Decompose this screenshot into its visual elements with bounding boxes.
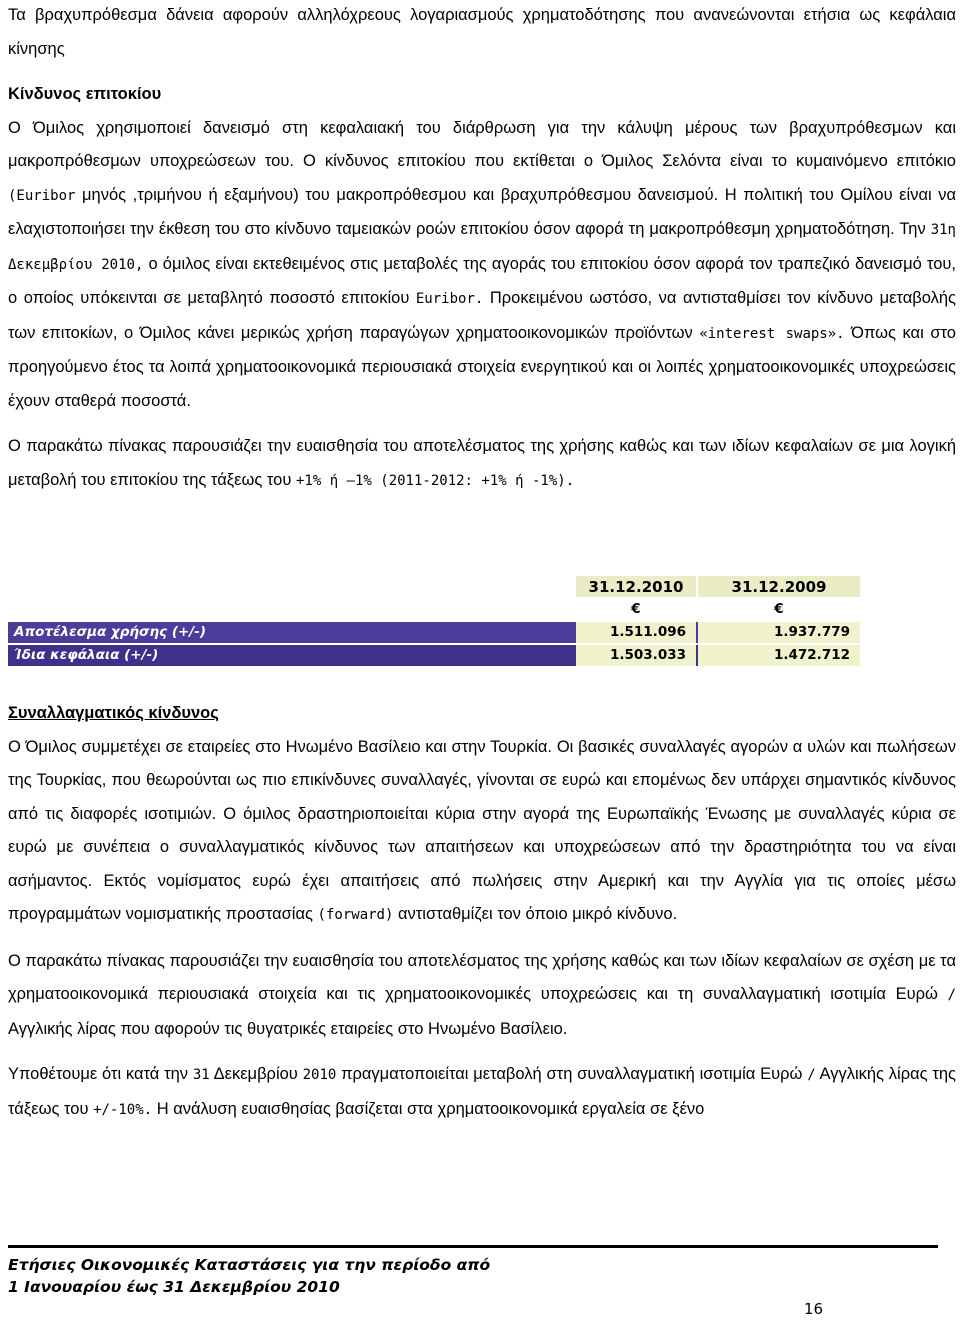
footer-title-line-1: Ετήσιες Οικονομικές Καταστάσεις για την περίοδο από [8,1256,491,1274]
fx-text-slash-2: / [807,1067,816,1083]
interest-sensitivity-table [8,576,860,668]
fx-assumption-paragraph [8,1058,956,1127]
fx-sensitivity-paragraph [8,945,956,1047]
footer-title [8,1254,490,1298]
fx-text-day: 31 [192,1067,210,1083]
intro-paragraph [8,0,956,66]
fx-text-3d: Αγγλικής λίρας της τάξεως του [8,1065,957,1118]
footer-divider [8,1245,938,1248]
fx-text-1: Ο Όμιλος συμμετέχει σε εταιρείες στο Ηνωμένο Βασίλειο και στην Τουρκία. Οι βασικές συναλλαγές αγορών α υλών και πωλήσεων της Τουρκίας, που θεωρούνται ως πιο επικίνδυνες συναλλαγές, γίνονται σε ευρώ και επομένως δεν υπάρχει σημαντικός κίνδυνος από τις διαφορές ισοτιμιών. Ο όμιλος δραστηριοποιείται κύρια στην αγορά της Ευρωπαϊκής Ένωσης με συναλλαγές κύρια σε ευρώ με συνέπεια ο συναλλαγματικός κίνδυνος των απαιτήσεων και υποχρεώσεων από την δραστηριότητα του να είναι ασήμαντος. Εκτός νομίσματος ευρώ έχει απαιτήσεις από πωλήσεις στην Αμερική και την Αγγλία για τις οποίες μέσω προγραμμάτων νομισματικής προστασίας [8,737,956,923]
fx-risk-heading: Συναλλαγματικός κίνδυνος [8,704,219,722]
interest-risk-paragraph [8,112,956,419]
table-row [8,622,860,643]
fx-text-2a: Ο παρακάτω πίνακας παρουσιάζει την ευαισθησία του αποτελέσματος της χρήσης καθώς και των ιδίων κεφαλαίων σε σχέση με τα χρηματοοικονομικά περιουσιακά στοιχεία και τις χρηματοοικονομικές υποχρεώσεις και τη συναλλαγματική ισοτιμία Ευρώ [8,951,956,1003]
table-cell-2009: 1.472.712 [698,645,860,666]
interest-text-swaps: «interest swaps». [699,325,845,342]
interest-text-1: Ο Όμιλος χρησιμοποιεί δανεισμό στη κεφαλαιακή του διάρθρωση για την κάλυψη μέρους των βραχυπρόθεσμων και μακροπρόθεσμων υποχρεώσεων του. Ο κίνδυνος επιτοκίου που εκτίθεται ο Όμιλος Σελόντα είναι το κυμαινόμενο επιτόκιο [8,118,956,170]
interest-text-1c: του μακροπρόθεσμου και βραχυπρόθεσμου δανεισμού. Η πολιτική του Ομίλου είναι να ελαχιστοποιήσει την έκθεση του στο κίνδυνο ταμειακών ροών επιτοκίου όσον αφορά τη μακροπρόθεσμη χρηματοδότηση. Την [8,185,956,238]
interest-risk-heading: Κίνδυνος επιτοκίου [8,85,162,103]
fx-text-3c: πραγματοποιείται μεταβολή στη συναλλαγματική ισοτιμία Ευρώ [341,1065,803,1083]
table-row [8,645,860,666]
table-header-row [8,576,860,597]
fx-text-year: 2010 [302,1067,337,1083]
table-currency-row [8,599,860,620]
fx-text-month: Δεκεμβρίου [213,1065,298,1083]
fx-text-2b: Αγγλικής λίρας που αφορούν τις θυγατρικές εταιρείες στο Ηνωμένο Βασίλειο. [8,1019,568,1038]
table-row-label: Αποτέλεσμα χρήσης (+/-) [14,624,207,640]
interest-sensitivity-paragraph [8,430,956,498]
fx-text-percent: +/-10%. [93,1101,153,1118]
table-cell-2010: 1.503.033 [576,645,696,666]
fx-text-3a: Υποθέτουμε ότι κατά την [8,1065,189,1083]
footer-title-line-2: 1 Ιανουαρίου έως 31 Δεκεμβρίου 2010 [8,1278,340,1296]
document-page-lower [8,697,956,1127]
interest-text-date: 31η Δεκεμβρίου 2010, [8,222,956,273]
fx-text-slash: / [947,987,956,1003]
fx-text-1b: αντισταθμίζει τον όποιο μικρό κίνδυνο. [398,905,678,923]
interest-text-1e: ο όμιλος είναι εκτεθειμένος στις μεταβολές της αγοράς του επιτοκίου όσον αφορά τον τραπεζικό δανεισμό του, ο οποίος υπόκεινται σε μεταβλητό ποσοστό επιτοκίου [8,254,956,307]
interest-sensitivity-text: Ο παρακάτω πίνακας παρουσιάζει την ευαισθησία του αποτελέσματος της χρήσης καθώς και των ιδίων κεφαλαίων σε μια λογική μεταβολή του επιτοκίου της τάξεως του [8,437,956,489]
table-header-2010: 31.12.2010 [588,578,684,596]
table-cell-2010: 1.511.096 [576,622,696,643]
fx-text-3e: Η ανάλυση ευαισθησίας βασίζεται στα χρηματοοικονομικά εργαλεία σε ξένο [156,1099,705,1118]
interest-text-euribor: (Euribor [8,187,76,204]
interest-text-euribor-2: Euribor. [415,291,484,307]
table-header-2009: 31.12.2009 [731,578,827,596]
table-row-label: Ίδια κεφάλαια (+/-) [14,647,159,663]
interest-text-1g: Προκειμένου ωστόσο, να αντισταθμίσει τον κίνδυνο μεταβολής των επιτοκίων, ο Όμιλος κάνει μερικώς χρήση παραγώγων χρηματοοικονομικών προϊόντων [8,289,956,342]
table-currency-2009: € [774,601,784,617]
fx-risk-paragraph [8,731,956,933]
interest-text-1b: μηνός ,τριμήνου ή εξαμήνου) [82,185,299,204]
interest-text-1i: Όπως και στο προηγούμενο έτος τα λοιπά χρηματοοικονομικά περιουσιακά στοιχεία ενεργητικού και οι λοιπές χρηματοοικονομικές υποχρεώσεις έχουν σταθερά ποσοστά. [8,323,956,410]
interest-sensitivity-percent: +1% ή –1% (2011-2012: +1% ή -1%). [295,472,575,489]
page-number: 16 [804,1300,824,1318]
intro-text: Τα βραχυπρόθεσμα δάνεια αφορούν αλληλόχρεους λογαριασμούς χρηματοδότησης που ανανεώνονται ετήσια ως κεφάλαια κίνησης [8,6,956,58]
table-cell-2009: 1.937.779 [698,622,860,643]
table-currency-2010: € [631,601,641,617]
fx-text-forward: (forward) [317,907,394,923]
document-page [8,0,956,498]
